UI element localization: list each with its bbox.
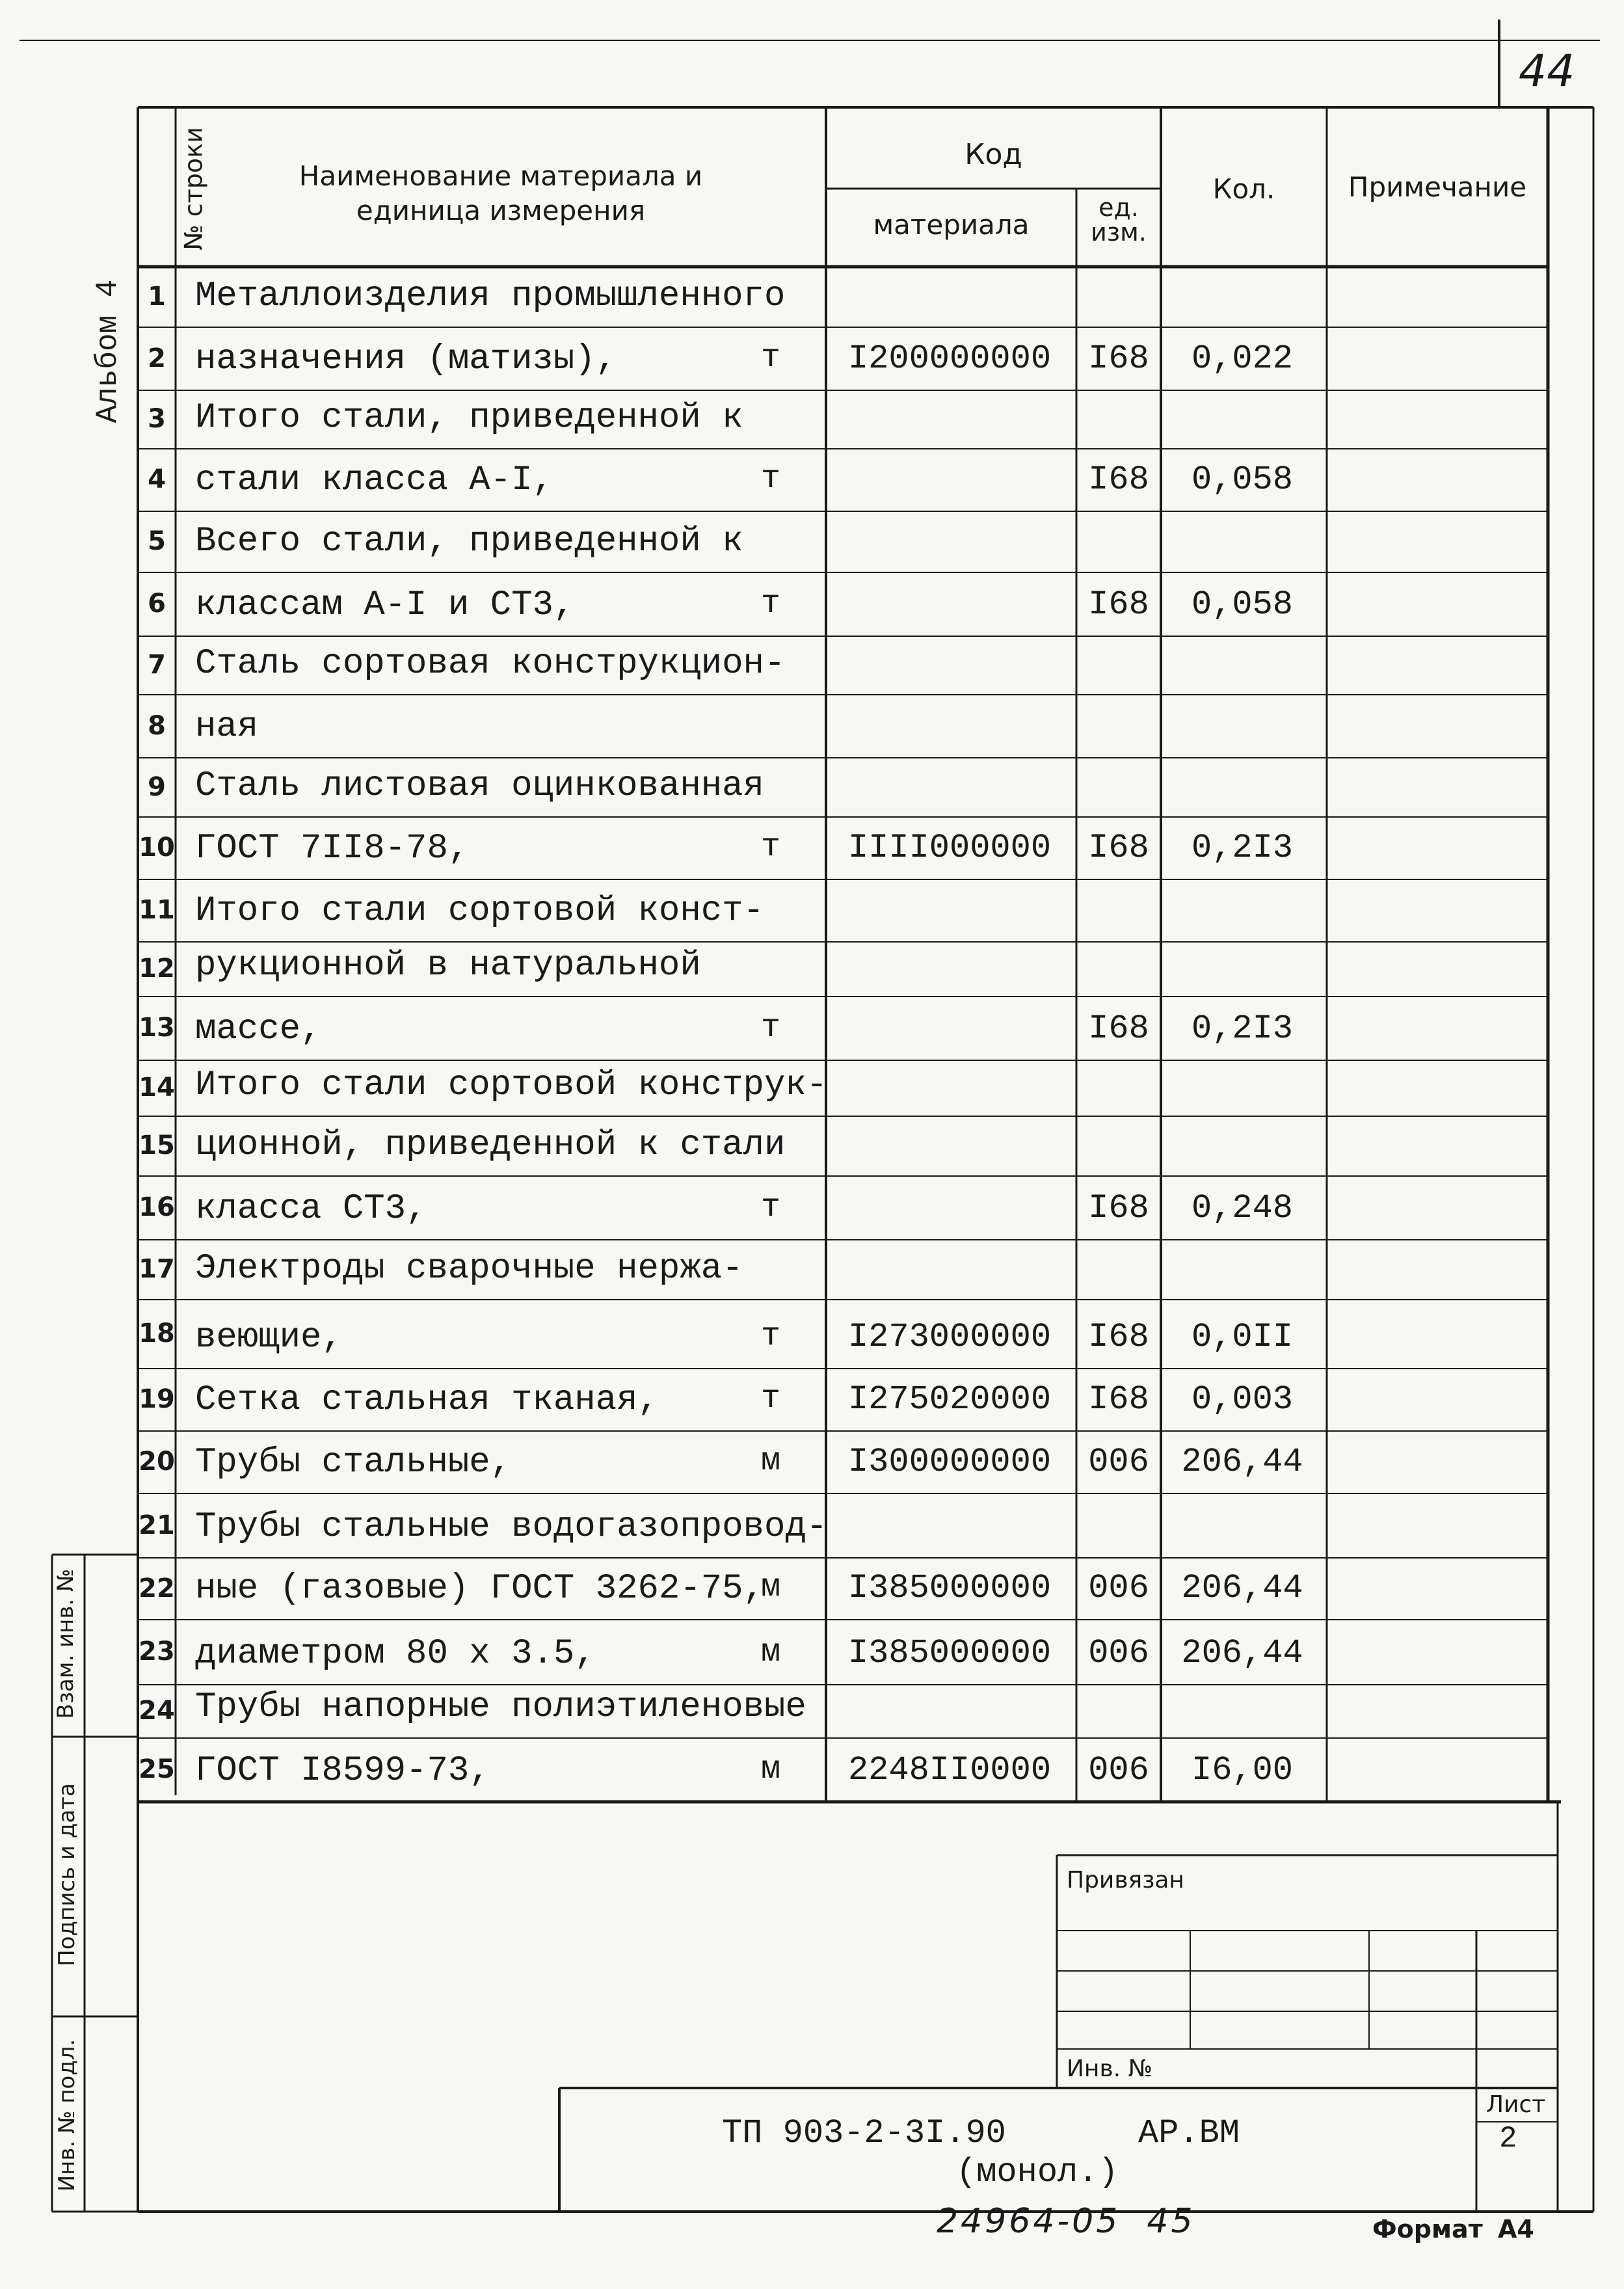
quantity: 0,003 (1191, 1380, 1294, 1419)
unit-code: 006 (1088, 1751, 1149, 1789)
material-code: I385000000 (847, 1569, 1052, 1607)
unit-code: 006 (1088, 1443, 1149, 1481)
quantity: 206,44 (1181, 1569, 1303, 1607)
row-number: 5 (148, 526, 166, 556)
unit-label: м (761, 1443, 781, 1480)
page-number: 44 (1519, 46, 1575, 97)
unit-label: т (761, 461, 781, 498)
stamp-sign-date: Подпись и дата (54, 1783, 80, 1966)
handwritten-number: 24964-05 45 (937, 2202, 1195, 2241)
material-name: Сталь сортовая конструкцион- (195, 644, 786, 684)
material-code: IIII000000 (847, 829, 1052, 867)
unit-label: т (761, 585, 781, 622)
unit-label: т (761, 1189, 781, 1226)
quantity: 0,2I3 (1191, 829, 1294, 867)
material-name: Металлоизделия промышленного (195, 276, 786, 316)
format-label-text: Формат (1372, 2215, 1483, 2243)
row-number: 23 (139, 1637, 175, 1667)
material-name: веющие, (195, 1318, 343, 1358)
stamp-inv-podl: Инв. № подл. (54, 2039, 80, 2192)
material-name: массе, (195, 1010, 322, 1049)
material-name: Итого стали сортовой конст- (195, 891, 764, 931)
material-name: Сетка стальная тканая, (195, 1380, 659, 1420)
material-name: Трубы стальные, (195, 1443, 512, 1482)
row-number: 14 (139, 1073, 175, 1103)
row-number: 9 (148, 771, 166, 802)
row-number: 21 (139, 1510, 175, 1540)
row-number: 3 (148, 404, 166, 434)
header-qty: Кол. (1212, 173, 1275, 205)
unit-code: I68 (1088, 340, 1149, 378)
unit-code: 006 (1088, 1634, 1149, 1672)
material-name: Трубы стальные водогазопровод- (195, 1507, 828, 1547)
header-row-no: № строки (179, 127, 208, 250)
row-number: 1 (148, 281, 166, 312)
material-name: ные (газовые) ГОСТ 3262-75, (195, 1569, 764, 1609)
unit-label: т (761, 829, 781, 866)
unit-label: т (761, 1318, 781, 1355)
stamp-privyazan: Привязан (1067, 1867, 1184, 1894)
stamp-inv-vzam: Взам. инв. № (53, 1568, 79, 1719)
material-name: Итого стали сортовой конструк- (195, 1065, 828, 1105)
row-number: 19 (139, 1384, 175, 1414)
unit-label: м (761, 1751, 781, 1788)
row-number: 2 (148, 343, 166, 373)
header-code-material: материала (873, 209, 1030, 241)
unit-code: I68 (1088, 1318, 1149, 1356)
row-number: 25 (139, 1754, 175, 1784)
material-name: Всего стали, приведенной к (195, 522, 743, 561)
row-number: 6 (148, 589, 166, 619)
unit-label: т (761, 1380, 781, 1417)
row-number: 7 (148, 650, 166, 680)
unit-code: I68 (1088, 829, 1149, 867)
stamp-designation: ТП 903-2-3I.90 (722, 2114, 1006, 2152)
material-name: классам А-I и СТ3, (195, 585, 575, 625)
stamp-sheet-no: 2 (1499, 2122, 1517, 2156)
material-name: Трубы напорные полиэтиленовые (195, 1687, 806, 1727)
header-name: Наименование материала и единица измерения (299, 160, 703, 226)
unit-code: 006 (1088, 1569, 1149, 1607)
row-number: 17 (139, 1254, 175, 1284)
row-number: 20 (139, 1447, 175, 1477)
material-name: рукционной в натуральной (195, 946, 701, 985)
material-name: Итого стали, приведенной к (195, 398, 743, 438)
stamp-sheet-label: Лист (1486, 2091, 1546, 2118)
material-name: Электроды сварочные нержа- (195, 1249, 743, 1289)
header-code-unit: ед. изм. (1091, 193, 1147, 247)
material-name: ГОСТ I8599-73, (195, 1751, 490, 1791)
quantity: 206,44 (1181, 1634, 1303, 1672)
row-number: 18 (139, 1319, 175, 1348)
material-code: I275020000 (847, 1380, 1052, 1419)
material-code: 2248II0000 (847, 1751, 1052, 1789)
stamp-section: АР.ВМ (1138, 2114, 1240, 2152)
row-number: 16 (139, 1192, 175, 1222)
material-code: I300000000 (847, 1443, 1052, 1481)
unit-label: т (761, 1010, 781, 1047)
header-code: Код (965, 138, 1022, 171)
material-name: класса СТ3, (195, 1189, 427, 1229)
material-name: ная (195, 707, 259, 747)
quantity: 0,058 (1191, 585, 1294, 624)
material-code: I200000000 (847, 340, 1052, 378)
row-number: 13 (139, 1013, 175, 1043)
unit-code: I68 (1088, 1010, 1149, 1048)
quantity: 0,248 (1191, 1189, 1294, 1227)
unit-label: м (761, 1569, 781, 1606)
unit-code: I68 (1088, 1189, 1149, 1227)
header-note: Примечание (1348, 171, 1527, 203)
material-name: Сталь листовая оцинкованная (195, 766, 764, 806)
material-name: ционной, приведенной к стали (195, 1125, 786, 1165)
quantity: 206,44 (1181, 1443, 1303, 1481)
row-number: 10 (139, 833, 175, 863)
row-number: 22 (139, 1573, 175, 1603)
row-number: 8 (148, 710, 166, 741)
album-label: Альбом 4 (91, 279, 125, 423)
material-name: ГОСТ 7II8-78, (195, 829, 470, 868)
row-number: 15 (139, 1131, 175, 1160)
quantity: I6,00 (1191, 1751, 1294, 1789)
row-number: 11 (139, 895, 175, 925)
quantity: 0,058 (1191, 461, 1294, 499)
material-code: I273000000 (847, 1318, 1052, 1356)
row-number: 4 (148, 464, 166, 494)
material-name: диаметром 80 х 3.5, (195, 1634, 596, 1674)
row-number: 12 (139, 954, 175, 984)
format-value: А4 (1497, 2215, 1534, 2243)
quantity: 0,2I3 (1191, 1010, 1294, 1048)
material-name: назначения (матизы), (195, 340, 617, 379)
unit-label: м (761, 1634, 781, 1671)
format-label (1372, 2215, 1534, 2243)
material-code: I385000000 (847, 1634, 1052, 1672)
stamp-monol: (монол.) (956, 2153, 1119, 2191)
unit-label: т (761, 340, 781, 377)
unit-code: I68 (1088, 461, 1149, 499)
quantity: 0,0II (1191, 1318, 1294, 1356)
material-name: стали класса А-I, (195, 461, 553, 500)
row-number: 24 (139, 1696, 175, 1726)
quantity: 0,022 (1191, 340, 1294, 378)
stamp-inv-no: Инв. № (1067, 2055, 1153, 2082)
unit-code: I68 (1088, 1380, 1149, 1419)
unit-code: I68 (1088, 585, 1149, 624)
